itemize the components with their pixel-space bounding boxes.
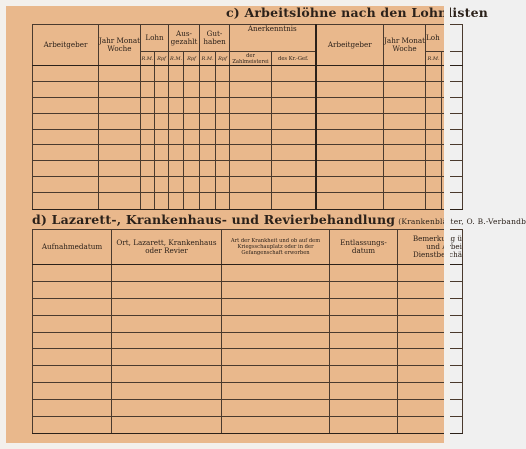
col-anerk-krgef: des Kr.-Gef. <box>272 52 316 66</box>
unit-rm: R.M. <box>169 52 184 66</box>
unit-rpf: Rpf <box>155 52 169 66</box>
section-c-title: c) Arbeitslöhne nach den Lohnlisten <box>226 5 489 20</box>
col-jahr-monat-woche: Jahr Monat Woche <box>99 25 141 66</box>
col-aufnahmedatum: Aufnahmedatum <box>33 230 112 265</box>
col-arbeitgeber: Arbeitgeber <box>33 25 99 66</box>
col-arbeitgeber-2: Arbeitgeber <box>316 25 384 66</box>
col-entlassungsdatum: Entlassungs-datum <box>330 230 398 265</box>
col-anerkenntnis: Anerkenntnis <box>230 25 316 52</box>
col-jahr-monat-woche-2: Jahr Monat Woche <box>384 25 426 66</box>
col-anerk-zahlmeisterei: der Zahlmeisterei <box>230 52 272 66</box>
col-art-krankheit: Art der Krankheit und ob auf dem Kriegsschauplatz oder in der Gefangenschaft erworben <box>222 230 330 265</box>
col-bemerkung: Bemerkung ü und Arbei Dienstbeschä <box>398 230 463 265</box>
unit-rm: R.M. <box>200 52 216 66</box>
unit-rpf: Rpf <box>184 52 200 66</box>
col-ort-lazarett: Ort, Lazarett, Krankenhaus oder Revier <box>112 230 222 265</box>
col-lohn: Lohn <box>141 25 169 52</box>
col-ausgezahlt: Aus-gezahlt <box>169 25 200 52</box>
col-guthaben: Gut-haben <box>200 25 230 52</box>
unit-rm: R.M. <box>141 52 155 66</box>
unit-rm: R.M. <box>426 52 442 66</box>
col-lohn-2: Loh <box>426 25 463 52</box>
section-d-title-text: d) Lazarett-, Krankenhaus- und Revierbehandlung <box>32 212 396 227</box>
section-d-note: (Krankenblätter, O. B.-Verbandb <box>398 217 526 226</box>
unit-rpf: Rpf <box>216 52 230 66</box>
